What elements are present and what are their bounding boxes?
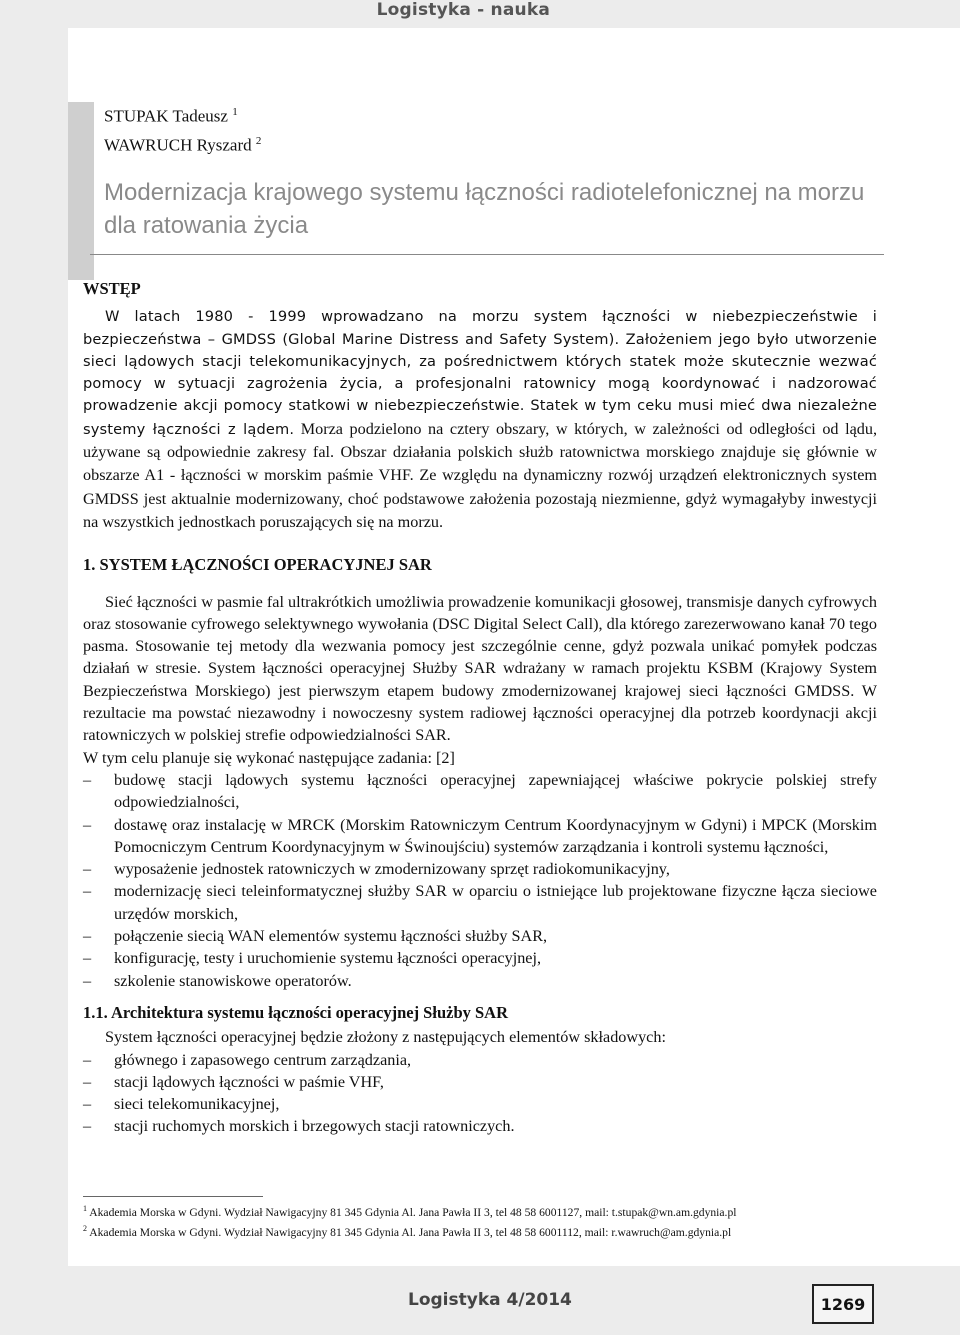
page-number: 1269 (812, 1284, 874, 1324)
author-list (104, 100, 261, 157)
list-item: – sieci telekomunikacyjnej, (83, 1093, 877, 1115)
journal-issue-label: Logistyka 4/2014 (408, 1290, 572, 1310)
section-1-1-heading: 1.1. Architektura systemu łączności operacyjnej Służby SAR (83, 1002, 509, 1022)
article-title: Modernizacja krajowego systemu łączności radiotelefonicznej na morzu dla ratowania życia (104, 179, 865, 239)
intro-paragraph: W latach 1980 - 1999 wprowadzano na morzu system łączności w niebezpieczeństwie i bezpieczeństwa – GMDSS (Global Marine Distress and Safety System). Założeniem jego było utworzenie sieci lądowych stacji telekomunikacyjnych, za pośrednictwem których statek może skutecznie wezwać pomocy w sytuacji zagrożenia życia, a profesjonalni ratownicy mogą koordynować i nadzorować prowadzenie akcji pomocy statkowi w niebezpieczeństwie. Statek w tym ceku musi mieć dwa niezależne systemy łączności z lądem. Morza podzielono na cztery obszary, w których, w zależności od odległości od lądu, używane są odpowiednie zakresy fal. Obszar działania polskich służb ratownictwa morskiego znajduje się głównie w obszarze A1 - łączności w morskim paśmie VHF. Ze względu na dynamiczny rozwój urządzeń elektronicznych system GMDSS jest aktualnie modernizowany, choć podstawowe założenia pozostają niezmienne, gdyż wymagałyby inwestycji na wszystkich jednostkach poruszających się na morzu. (83, 308, 877, 531)
list-item: – wyposażenie jednostek ratowniczych w zmodernizowany sprzęt radiokomunikacyjny, (83, 858, 877, 880)
list-item: – połączenie siecią WAN elementów systemu łączności służby SAR, (83, 925, 877, 947)
section-1-paragraph: Sieć łączności w pasmie fal ultrakrótkich umożliwia prowadzenie komunikacji głosowej, transmisje danych cyfrowych oraz stosowanie cyfrowego selektywnego wywołania (DSC Digital Select Call), dla którego zarezerwowano kanał 70 tego pasma. Stosowanie tej metody dla wezwania pomocy jest szczególnie cenne, gdyż pozwala unikać pomyłek podczas działań w stresie. System łączności operacyjnej Służby SAR wdrażany w ramach projektu KSBM (Krajowy System Bezpieczeństwa Morskiego) jest pierwszym etapem budowy zmodernizowanej krajowej sieci łączności GMDSS. W rezultacie ma powstać niezawodny i nowoczesny system radiowej łączności operacyjnej dla potrzeb koordynacji akcji ratowniczych w polskiej strefie odpowiedzialności SAR. (83, 592, 877, 745)
list-item: – stacji ruchomych morskich i brzegowych stacji ratowniczych. (83, 1115, 877, 1137)
author-2: WAWRUCH Ryszard $^2$ (104, 134, 262, 155)
top-banner (0, 0, 960, 28)
intro-heading: WSTĘP (83, 279, 141, 298)
list-item: – głównego i zapasowego centrum zarządzania, (83, 1049, 877, 1071)
tasks-intro: W tym celu planuje się wykonać następujące zadania: [2] (83, 748, 455, 767)
list-item: – budowę stacji lądowych systemu łączności operacyjnej zapewniającej właściwe pokrycie polskiej strefy odpowiedzialności, (83, 769, 877, 814)
title-divider (90, 254, 884, 255)
list-item: – szkolenie stanowiskowe operatorów. (83, 970, 877, 992)
list-item: – modernizację sieci teleinformatycznej służby SAR w oparciu o istniejące lub projektowane fizyczne łącza sieciowe urzędów morskich, (83, 880, 877, 925)
author-1: STUPAK Tadeusz $^1$ (104, 106, 238, 126)
footnote-2: $^2$ Akademia Morska w Gdyni. Wydział Nawigacyjny 81 345 Gdynia Al. Jana Pawła II 3, tel 48 58 6001112, mail: r.wawruch@am.gdynia.pl (83, 1223, 732, 1239)
footnote-divider (83, 1196, 263, 1197)
list-item: – stacji lądowych łączności w paśmie VHF, (83, 1071, 877, 1093)
tasks-list (83, 769, 877, 992)
architecture-elements-list (83, 1049, 877, 1138)
list-item: – konfigurację, testy i uruchomienie systemu łączności operacyjnej, (83, 947, 877, 969)
section-1-heading: 1. SYSTEM ŁĄCZNOŚCI OPERACYJNEJ SAR (83, 555, 432, 575)
list-item: – dostawę oraz instalację w MRCK (Morskim Ratowniczym Centrum Koordynacyjnym w Gdyni) i MPCK (Morskim Pomocniczym Centrum Koordynacyjnym w Świnoujściu) systemów zarządzania i kontroli systemu łączności, (83, 814, 877, 859)
article-body (83, 278, 877, 1138)
footnote-1: $^1$ Akademia Morska w Gdyni. Wydział Nawigacyjny 81 345 Gdynia Al. Jana Pawła II 3, tel 48 58 6001127, mail: t.stupak@wn.am.gdynia.pl (83, 1204, 737, 1219)
journal-section-label: Logistyka - nauka (376, 0, 550, 20)
footnotes (83, 1196, 877, 1241)
architecture-intro: System łączności operacyjnej będzie złożony z następujących elementów składowych: (105, 1028, 666, 1047)
article-page (68, 28, 960, 1266)
